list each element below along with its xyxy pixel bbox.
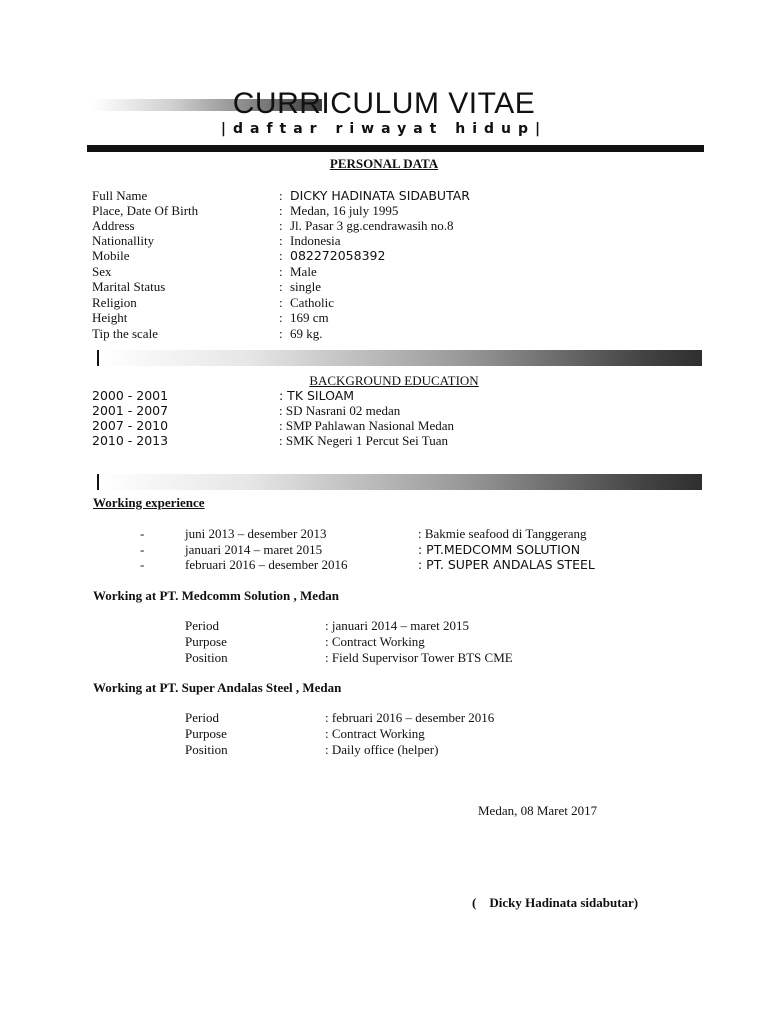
value-weight: 69 kg.	[290, 326, 323, 341]
signature-name: ( Dicky Hadinata sidabutar)	[472, 895, 639, 910]
job-detail-value: : Daily office (helper)	[325, 742, 439, 757]
value-address: Jl. Pasar 3 gg.cendrawasih no.8	[290, 218, 454, 233]
label-weight: Tip the scale	[92, 326, 158, 341]
document-subtitle: |daftar riwayat hidup|	[220, 121, 548, 137]
value-birth: Medan, 16 july 1995	[290, 203, 399, 218]
work-company: : PT. SUPER ANDALAS STEEL	[418, 557, 595, 572]
work-period: januari 2014 – maret 2015	[185, 542, 323, 557]
label-sex: Sex	[92, 264, 112, 279]
label-religion: Religion	[92, 295, 137, 310]
label-marital-status: Marital Status	[92, 279, 166, 294]
education-years: 2010 - 2013	[92, 433, 169, 448]
label-full-name: Full Name	[92, 188, 148, 203]
education-years: 2007 - 2010	[92, 418, 169, 433]
work-experience-heading: Working experience	[93, 495, 205, 510]
value-height: 169 cm	[290, 310, 329, 325]
colon: :	[279, 295, 283, 310]
job-detail-value: : januari 2014 – maret 2015	[325, 618, 470, 633]
job-detail-value: : februari 2016 – desember 2016	[325, 710, 495, 725]
education-school: : SMP Pahlawan Nasional Medan	[279, 418, 454, 433]
job-section-title: Working at PT. Medcomm Solution , Medan	[93, 588, 340, 603]
education-years: 2001 - 2007	[92, 403, 169, 418]
education-heading: BACKGROUND EDUCATION	[309, 373, 479, 388]
place-date: Medan, 08 Maret 2017	[478, 803, 598, 818]
value-mobile: 082272058392	[290, 248, 386, 263]
personal-data-heading: PERSONAL DATA	[329, 156, 439, 171]
label-address: Address	[92, 218, 135, 233]
education-school: : SMK Negeri 1 Percut Sei Tuan	[279, 433, 448, 448]
colon: :	[279, 203, 283, 218]
label-height: Height	[92, 310, 128, 325]
value-nationality: Indonesia	[290, 233, 341, 248]
value-religion: Catholic	[290, 295, 335, 310]
job-detail-label: Position	[185, 742, 228, 757]
list-bullet: -	[140, 557, 145, 572]
colon: :	[279, 264, 283, 279]
work-period: februari 2016 – desember 2016	[185, 557, 348, 572]
header-rule	[87, 145, 704, 152]
section-divider-bar	[97, 350, 702, 366]
label-birth: Place, Date Of Birth	[92, 203, 199, 218]
work-company: : PT.MEDCOMM SOLUTION	[418, 542, 581, 557]
colon: :	[279, 218, 283, 233]
section-divider-bar	[97, 474, 702, 490]
colon: :	[279, 279, 283, 294]
value-full-name: DICKY HADINATA SIDABUTAR	[290, 188, 470, 203]
work-company: : Bakmie seafood di Tanggerang	[418, 526, 587, 541]
job-detail-label: Period	[185, 710, 219, 725]
colon: :	[279, 310, 283, 325]
education-years: 2000 - 2001	[92, 388, 169, 403]
job-detail-value: : Field Supervisor Tower BTS CME	[325, 650, 513, 665]
job-detail-label: Purpose	[185, 634, 227, 649]
label-mobile: Mobile	[92, 248, 130, 263]
list-bullet: -	[140, 526, 145, 541]
job-detail-value: : Contract Working	[325, 726, 425, 741]
job-detail-value: : Contract Working	[325, 634, 425, 649]
list-bullet: -	[140, 542, 145, 557]
job-detail-label: Period	[185, 618, 219, 633]
label-nationality: Nationallity	[92, 233, 155, 248]
value-marital-status: single	[290, 279, 322, 294]
job-detail-label: Position	[185, 650, 228, 665]
work-period: juni 2013 – desember 2013	[185, 526, 327, 541]
job-section-title: Working at PT. Super Andalas Steel , Medan	[93, 680, 342, 695]
education-school: : TK SILOAM	[279, 388, 355, 403]
education-school: : SD Nasrani 02 medan	[279, 403, 401, 418]
colon: :	[279, 248, 283, 263]
document-title: CURRICULUM VITAE	[232, 87, 536, 120]
value-sex: Male	[290, 264, 317, 279]
colon: :	[279, 233, 283, 248]
job-detail-label: Purpose	[185, 726, 227, 741]
colon: :	[279, 188, 283, 203]
colon: :	[279, 326, 283, 341]
